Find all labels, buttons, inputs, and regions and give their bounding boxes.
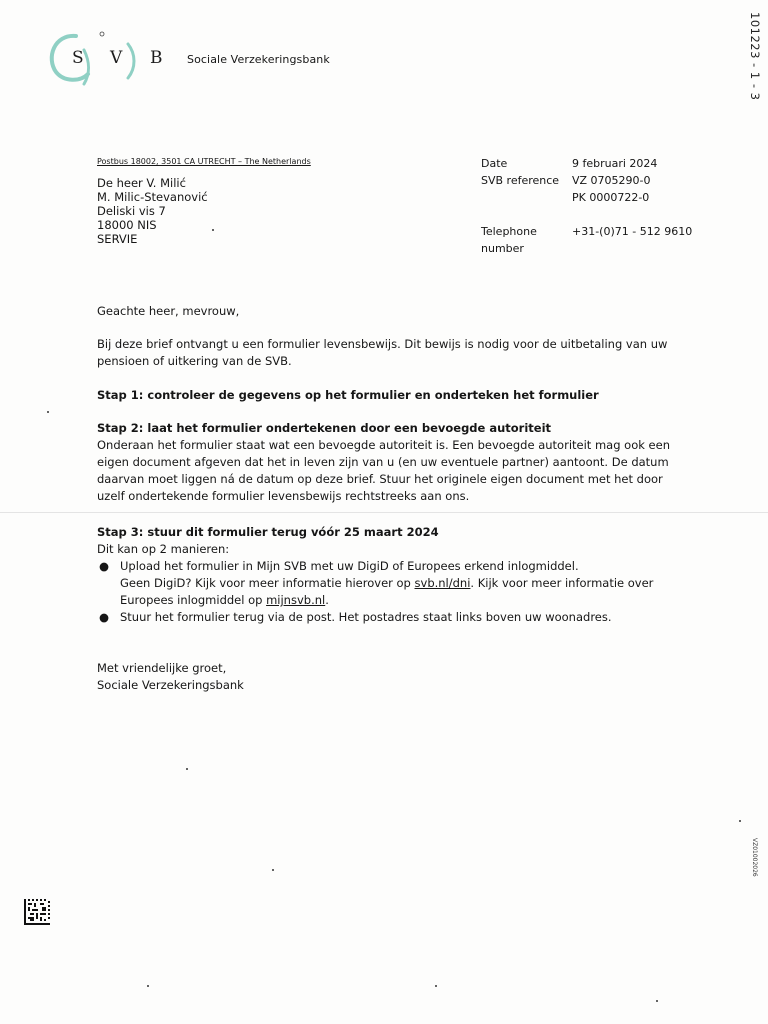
salutation: Geachte heer, mevrouw, [97,304,240,318]
list-item [97,609,697,626]
scan-speck [186,768,188,770]
closing-line: Met vriendelijke groet, [97,661,227,675]
bullet1-text: . Kijk voor meer informatie over [470,576,654,590]
scan-speck [656,1000,658,1002]
date-value: 9 februari 2024 [572,157,658,170]
scan-speck [47,411,49,413]
recipient-line: Deliski vis 7 [97,204,166,218]
svb-reference-value: VZ 0705290-0 [572,174,651,187]
scan-speck [739,820,741,822]
bullet1-text: Geen DigiD? Kijk voor meer informatie hierover op [120,576,415,590]
date-label: Date [481,157,508,170]
bullet-icon: ● [99,559,110,573]
recipient-line: M. Milic-Stevanović [97,190,208,204]
svb-reference-label: SVB reference [481,174,560,187]
intro-paragraph: Bij deze brief ontvangt u een formulier levensbewijs. Dit bewijs is nodig voor de uitbetaling van uw pensioen of uitkering van de SVB. [97,337,668,368]
side-reference: 101223 - 1 - 3 [748,12,762,101]
mijnsvb-link[interactable]: mijnsvb.nl [266,593,326,607]
step1-heading: Stap 1: controleer de gegevens op het formulier en onderteken het formulier [97,388,599,402]
closing-line: Sociale Verzekeringsbank [97,678,244,692]
bullet-list [97,558,697,626]
scan-artifact-line [0,512,768,513]
bullet2-text: Stuur het formulier terug via de post. Het postadres staat links boven uw woonadres. [120,610,612,624]
step2-paragraph: Onderaan het formulier staat wat een bevoegde autoriteit is. Een bevoegde autoriteit mag ook een eigen document afgeven dat het in leven zijn van u (en uw eventuele partner) aantoont. De datum daarvan moet liggen ná de datum op deze brief. Stuur het originele eigen document met het door uzelf ondertekende formulier levensbewijs rechtstreeks aan ons. [97,438,670,503]
svb-dni-link[interactable]: svb.nl/dni [414,576,471,590]
recipient-line: 18000 NIS [97,218,157,232]
recipient-line: De heer V. Milić [97,176,186,190]
bullet1-line3 [120,592,697,609]
bullet-icon: ● [99,610,110,624]
bullet1-line2 [120,575,697,592]
step3-subtitle: Dit kan op 2 manieren: [97,542,230,556]
bank-name: Sociale Verzekeringsbank [187,53,330,66]
telephone-value: +31-(0)71 - 512 9610 [572,225,693,238]
step3-heading: Stap 3: stuur dit formulier terug vóór 25 maart 2024 [97,525,439,539]
closing [97,660,677,694]
scan-speck [212,229,214,231]
side-code: VZ01002026 [751,838,758,877]
scan-speck [435,985,437,987]
svb-logo [46,28,176,90]
logo-letter-v: V [110,48,123,68]
bullet1-line1: Upload het formulier in Mijn SVB met uw DigiD of Europees erkend inlogmiddel. [120,559,579,573]
svb-reference-value: PK 0000722-0 [572,191,650,204]
recipient-address [97,176,208,246]
scan-speck [147,985,149,987]
logo-letter-b: B [150,48,163,68]
return-address: Postbus 18002, 3501 CA UTRECHT – The Netherlands [97,157,311,166]
logo-letter-s: S [72,48,84,68]
bullet1-text: . [325,593,329,607]
recipient-line: SERVIE [97,232,138,246]
step2-heading: Stap 2: laat het formulier ondertekenen door een bevoegde autoriteit [97,421,552,435]
telephone-label: Telephone number [481,225,537,255]
list-item [97,558,697,609]
datamatrix-code-icon [24,899,50,925]
bullet1-text: Europees inlogmiddel op [120,593,267,607]
scan-speck [272,869,274,871]
